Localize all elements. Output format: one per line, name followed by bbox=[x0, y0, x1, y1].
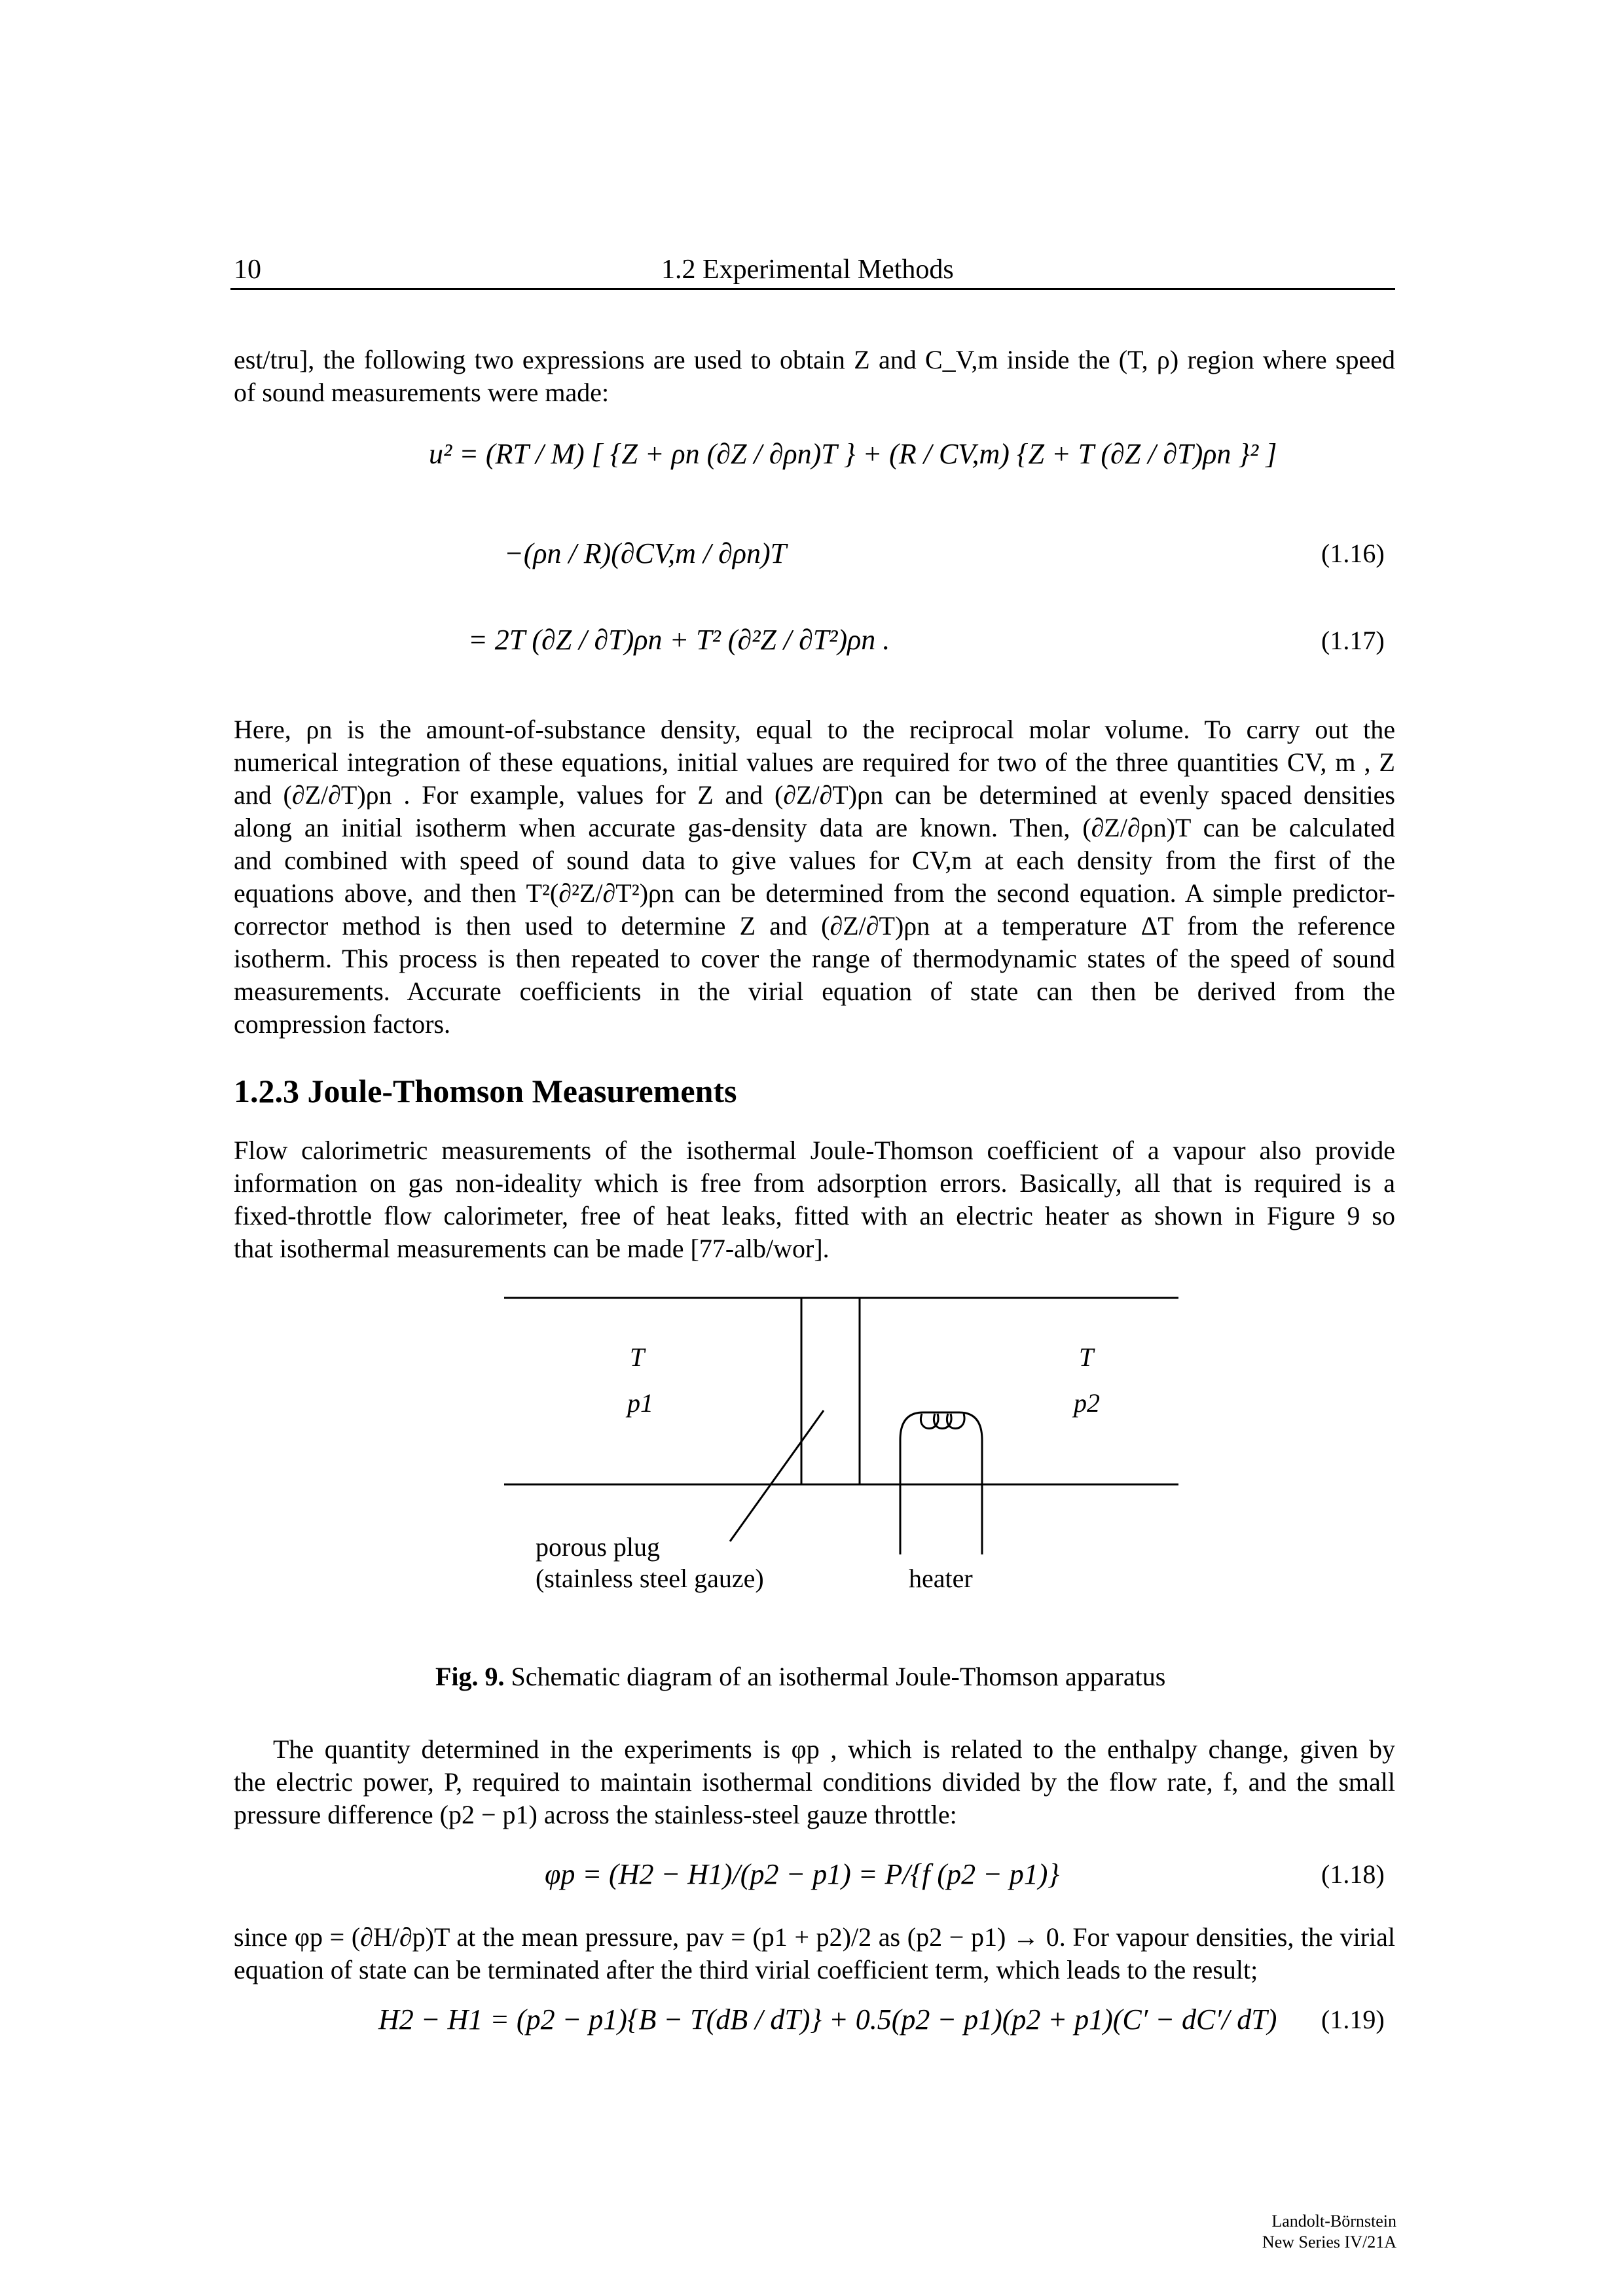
text-line: fixed-throttle flow calorimeter, free of heat leaks, fitted with an electric heater as shown in Figure 9 so bbox=[234, 1201, 1395, 1230]
section-heading: 1.2.3 Joule-Thomson Measurements bbox=[234, 1073, 737, 1109]
text-line: the electric power, P, required to maintain isothermal conditions divided by the flow rate, f, and the small bbox=[234, 1767, 1395, 1797]
text-line: along an initial isotherm when accurate gas-density data are known. Then, (∂Z/∂ρn)T can be calculated bbox=[234, 813, 1395, 842]
text-line: pressure difference (p2 − p1) across the stainless-steel gauze throttle: bbox=[234, 1800, 957, 1829]
text-line: equation of state can be terminated after the third virial coefficient term, which leads to the result; bbox=[234, 1955, 1258, 1984]
text-line: since φp = (∂H/∂p)T at the mean pressure, pav = (p1 + p2)/2 as (p2 − p1) → 0. For vapour densities, the virial bbox=[234, 1922, 1395, 1952]
text-line: information on gas non-ideality which is free from adsorption errors. Basically, all that is required is a bbox=[234, 1168, 1395, 1198]
footer-line: Landolt-Börnstein bbox=[1271, 2212, 1396, 2231]
text-line: numerical integration of these equations, initial values are required for two of the three quantities CV, m , Z bbox=[234, 747, 1395, 777]
figure-caption-text: Schematic diagram of an isothermal Joule-Thomson apparatus bbox=[511, 1662, 1166, 1691]
page-number: 10 bbox=[234, 255, 261, 285]
text-line: corrector method is then used to determine Z and (∂Z/∂T)ρn at a temperature ΔT from the reference bbox=[234, 911, 1395, 941]
label-temperature-right: T bbox=[1079, 1342, 1094, 1372]
text-line: and combined with speed of sound data to give values for CV,m at each density from the first of the bbox=[234, 846, 1395, 875]
equation-1-19: H2 − H1 = (p2 − p1){B − T(dB / dT)} + 0.5(p2 − p1)(p2 + p1)(C′ − dC′/ dT) bbox=[378, 2003, 1277, 2036]
paragraph-virial bbox=[234, 1921, 1395, 1986]
label-heater: heater bbox=[909, 1564, 973, 1593]
paragraph-quantity bbox=[234, 1733, 1395, 1831]
equation-1-16-line2: −(ρn / R)(∂CV,m / ∂ρn)T bbox=[504, 537, 787, 569]
label-temperature-left: T bbox=[630, 1342, 645, 1372]
equation-1-17: = 2T (∂Z / ∂T)ρn + T² (∂²Z / ∂T²)ρn . bbox=[468, 624, 890, 656]
label-stainless-steel-gauze: (stainless steel gauze) bbox=[536, 1564, 764, 1593]
text-line: The quantity determined in the experiments is φp , which is related to the enthalpy change, given by bbox=[273, 1734, 1395, 1764]
text-line: Here, ρn is the amount-of-substance density, equal to the reciprocal molar volume. To carry out the bbox=[234, 715, 1395, 744]
label-pressure-p2: p2 bbox=[1074, 1388, 1100, 1418]
running-header-title: 1.2 Experimental Methods bbox=[661, 255, 954, 285]
heater-coil bbox=[921, 1414, 964, 1429]
text-line: that isothermal measurements can be made [77-alb/wor]. bbox=[234, 1234, 830, 1263]
equation-number: (1.16) bbox=[1321, 539, 1385, 568]
text-line: and (∂Z/∂T)ρn . For example, values for Z and (∂Z/∂T)ρn can be determined at evenly spaced densities bbox=[234, 780, 1395, 810]
text-line: of sound measurements were made: bbox=[234, 378, 610, 407]
figure-caption bbox=[435, 1661, 1165, 1692]
figure-caption-label: Fig. 9. bbox=[435, 1662, 505, 1691]
equation-number: (1.19) bbox=[1321, 2005, 1385, 2034]
text-line: measurements. Accurate coefficients in the virial equation of state can then be derived from the bbox=[234, 977, 1395, 1006]
label-porous-plug: porous plug bbox=[536, 1532, 660, 1562]
porous-plug-pointer bbox=[730, 1410, 824, 1541]
equation-1-16-line1: u² = (RT / M) [ {Z + ρn (∂Z / ∂ρn)T } + (R / CV,m) {Z + T (∂Z / ∂T)ρn }² ] bbox=[429, 438, 1277, 470]
text-line: compression factors. bbox=[234, 1009, 451, 1039]
footer-line: New Series IV/21A bbox=[1262, 2233, 1396, 2251]
text-line: isotherm. This process is then repeated to cover the range of thermodynamic states of the speed of sound bbox=[234, 944, 1395, 973]
text-line: est/tru], the following two expressions are used to obtain Z and C_V,m inside the (T, ρ) region where speed bbox=[234, 345, 1395, 374]
text-line: equations above, and then T²(∂²Z/∂T²)ρn can be determined from the second equation. A simple predictor- bbox=[234, 878, 1395, 908]
publisher-footer bbox=[1244, 2211, 1396, 2253]
text-line: Flow calorimetric measurements of the isothermal Joule-Thomson coefficient of a vapour also provide bbox=[234, 1136, 1395, 1165]
equation-number: (1.17) bbox=[1321, 626, 1385, 655]
equation-1-18: φp = (H2 − H1)/(p2 − p1) = P/{f (p2 − p1)} bbox=[545, 1858, 1060, 1890]
equation-number: (1.18) bbox=[1321, 1859, 1385, 1889]
label-pressure-p1: p1 bbox=[627, 1388, 653, 1418]
